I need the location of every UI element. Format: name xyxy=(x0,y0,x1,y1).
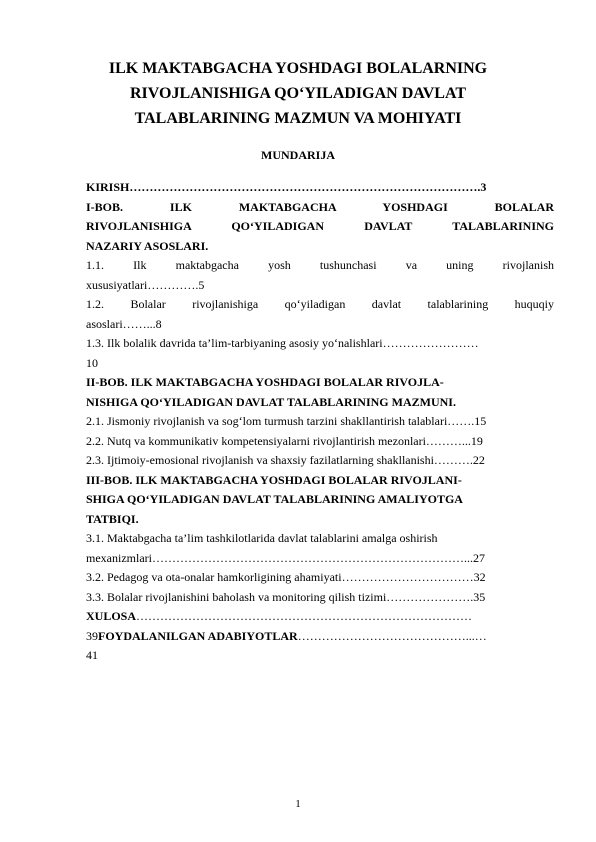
toc-section-1-2-line-1[interactable]: 1.2. Bolalar rivojlanishiga qo‘yiladigan davlat talablarining huquqiy xyxy=(86,297,554,311)
toc-section-1-1-line-2[interactable]: xususiyatlari………….5 xyxy=(86,277,205,292)
toc-section-2-2[interactable]: 2.2. Nutq va kommunikativ kompetensiyalarni rivojlantirish mezonlari………...19 xyxy=(86,433,483,448)
toc-references-line[interactable] xyxy=(86,627,554,647)
toc-references-dots: ……………………………………...… xyxy=(297,628,487,643)
toc-entry-intro[interactable]: KIRISH…………………………………………………………………………….3 xyxy=(86,180,487,194)
table-of-contents xyxy=(86,178,554,666)
title-line-3: TALABLARINING MAZMUN VA MOHIYATI xyxy=(134,110,462,127)
toc-chapter-3-line-2[interactable]: SHIGA QO‘YILADIGAN DAVLAT TALABLARINING AMALIYOTGA xyxy=(86,492,463,506)
toc-section-1-3-line-2[interactable]: 10 xyxy=(86,355,98,370)
title-line-1: ILK MAKTABGACHA YOSHDAGI BOLALARNING xyxy=(108,60,488,77)
toc-chapter-1-line-2[interactable]: RIVOJLANISHIGA QO‘YILADIGAN DAVLAT TALABLARINING xyxy=(86,219,554,233)
toc-conclusion-page: 39 xyxy=(86,628,98,643)
toc-chapter-3-line-3[interactable]: TATBIQI. xyxy=(86,511,139,526)
toc-chapter-2-line-2[interactable]: NISHIGA QO‘YILADIGAN DAVLAT TALABLARINING MAZMUNI. xyxy=(86,394,456,409)
toc-references-label: FOYDALANILGAN ADABIYOTLAR xyxy=(98,628,298,643)
title-line-2: RIVOJLANISHIGA QO‘YILADIGAN DAVLAT xyxy=(129,85,467,102)
toc-references-page: 41 xyxy=(86,648,98,662)
document-title xyxy=(60,56,536,131)
toc-section-2-3[interactable]: 2.3. Ijtimoiy-emosional rivojlanish va shaxsiy fazilatlarning shakllanishi……….22 xyxy=(86,453,485,467)
toc-conclusion-line[interactable] xyxy=(86,607,554,627)
toc-chapter-1-line-3[interactable]: NAZARIY ASOSLARI. xyxy=(86,238,209,253)
toc-section-2-1[interactable]: 2.1. Jismoniy rivojlanish va sog‘lom turmush tarzini shakllantirish talablari…….15 xyxy=(86,414,487,428)
toc-section-1-1-line-1[interactable]: 1.1. Ilk maktabgacha yosh tushunchasi va uning rivojlanish xyxy=(86,258,554,272)
toc-section-1-3-line-1[interactable]: 1.3. Ilk bolalik davrida ta’lim-tarbiyaning asosiy yo‘nalishlari…………………… xyxy=(86,336,479,350)
page-number: 1 xyxy=(295,798,301,810)
toc-section-1-2-line-2[interactable]: asoslari……...8 xyxy=(86,316,162,331)
toc-chapter-3-line-1[interactable]: III-BOB. ILK MAKTABGACHA YOSHDAGI BOLALAR RIVOJLANI- xyxy=(86,472,462,487)
toc-section-3-3[interactable]: 3.3. Bolalar rivojlanishini baholash va monitoring qilish tizimi………………….35 xyxy=(86,589,486,604)
toc-conclusion-dots: ………………………………………………………………………… xyxy=(136,609,473,623)
toc-section-3-1-line-1[interactable]: 3.1. Maktabgacha ta’lim tashkilotlarida davlat talablarini amalga oshirish xyxy=(86,531,438,545)
toc-chapter-1-line-1[interactable]: I-BOB. ILK MAKTABGACHA YOSHDAGI BOLALAR xyxy=(86,199,554,214)
toc-heading: MUNDARIJA xyxy=(261,148,335,162)
toc-conclusion-label: XULOSA xyxy=(86,609,137,623)
toc-section-3-2[interactable]: 3.2. Pedagog va ota-onalar hamkorligining ahamiyati……………………………32 xyxy=(86,570,486,584)
toc-section-3-1-line-2[interactable]: mexanizmlari……………………………………………………………………...27 xyxy=(86,550,485,565)
toc-chapter-2-line-1[interactable]: II-BOB. ILK MAKTABGACHA YOSHDAGI BOLALAR RIVOJLA- xyxy=(86,375,444,389)
